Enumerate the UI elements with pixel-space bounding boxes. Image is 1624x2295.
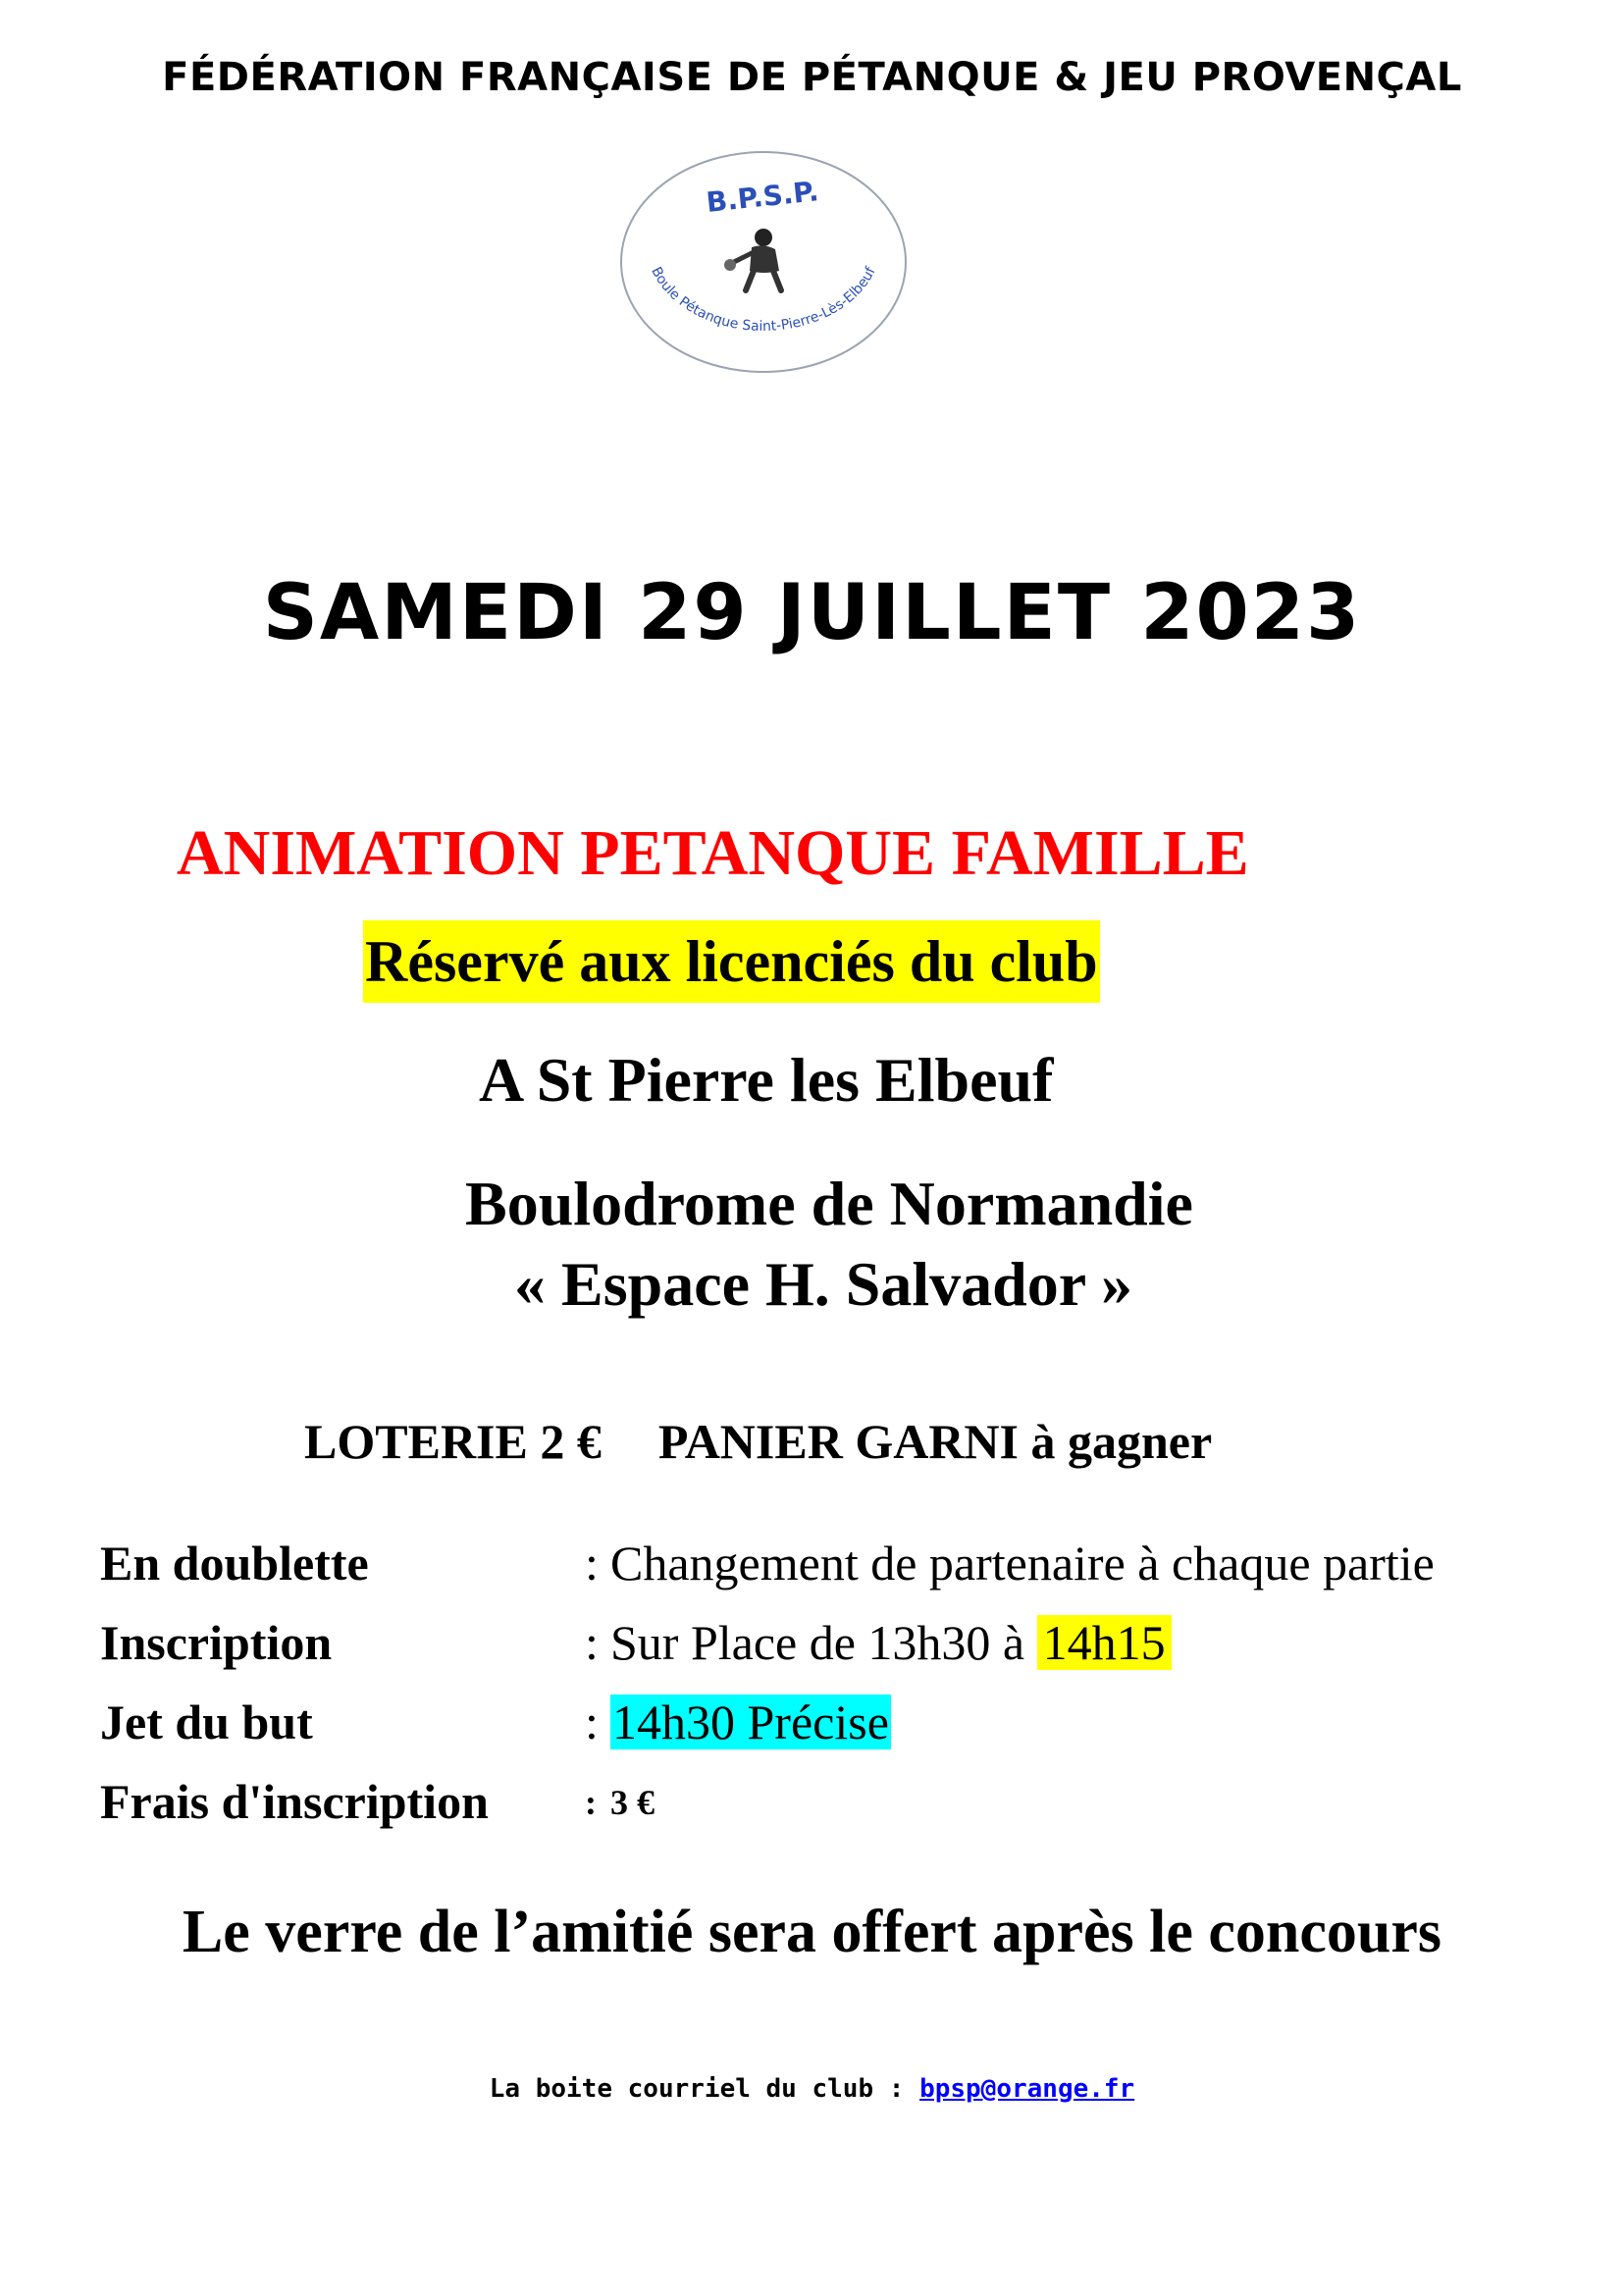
detail-colon: :	[585, 1783, 597, 1822]
club-logo	[616, 147, 911, 377]
detail-value-format: Changement de partenaire à chaque partie	[610, 1536, 1435, 1591]
registration-time-text: Sur Place de 13h30 à	[610, 1615, 1025, 1670]
registration-end-highlight: 14h15	[1037, 1615, 1172, 1670]
detail-label-start: Jet du but	[100, 1695, 313, 1749]
logo-club-name: Boule Pétanque Saint-Pierre-Lès-Elbeuf	[648, 264, 879, 336]
footer-text: La boite courriel du club :	[489, 2074, 905, 2104]
detail-label-registration: Inscription	[100, 1615, 333, 1670]
venue-space: « Espace H. Salvador »	[514, 1249, 1132, 1319]
event-location: A St Pierre les Elbeuf	[479, 1045, 1054, 1115]
restriction-notice: Réservé aux licenciés du club	[363, 920, 1100, 1003]
detail-value-start	[610, 1694, 891, 1750]
start-time-highlight: 14h30 Précise	[612, 1695, 889, 1749]
lottery-line	[304, 1413, 1212, 1470]
detail-label-format: En doublette	[100, 1536, 369, 1591]
federation-heading: FÉDÉRATION FRANÇAISE DE PÉTANQUE & JEU PROVENÇAL	[162, 55, 1462, 100]
venue-name: Boulodrome de Normandie	[465, 1169, 1193, 1238]
detail-colon: :	[585, 1695, 599, 1749]
footer-email-link[interactable]: bpsp@orange.fr	[919, 2074, 1135, 2104]
closing-message: Le verre de l’amitié sera offert après le concours	[182, 1899, 1442, 1965]
detail-colon: :	[585, 1536, 599, 1591]
logo-initials: B.P.S.P.	[705, 175, 820, 219]
detail-value-registration	[610, 1614, 1172, 1671]
lottery-price: LOTERIE 2 €	[304, 1414, 602, 1469]
detail-label-fee: Frais d'inscription	[100, 1774, 489, 1829]
lottery-prize: PANIER GARNI à gagner	[657, 1414, 1213, 1469]
footer	[0, 2074, 1624, 2104]
detail-value-fee: 3 €	[610, 1783, 655, 1822]
detail-colon: :	[585, 1615, 599, 1670]
event-title: ANIMATION PETANQUE FAMILLE	[177, 817, 1249, 889]
event-date: SAMEDI 29 JUILLET 2023	[262, 569, 1362, 657]
